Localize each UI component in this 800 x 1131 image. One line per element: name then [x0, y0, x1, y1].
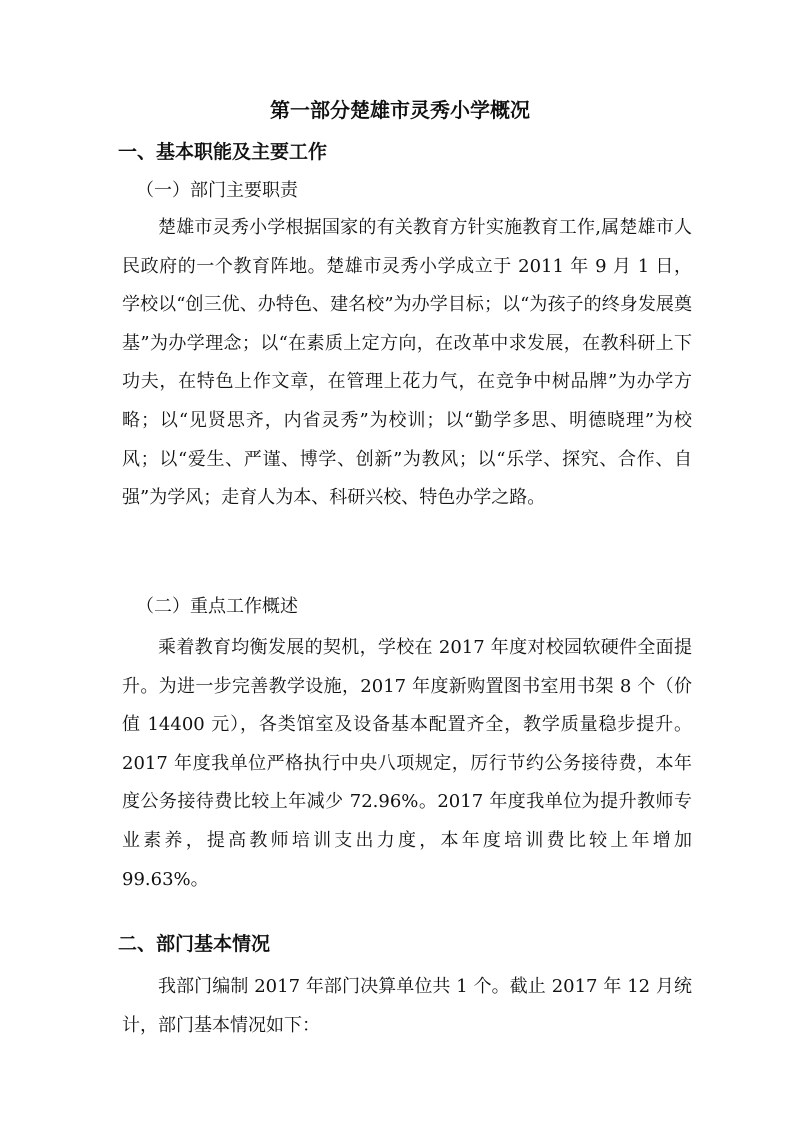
page-title: 第一部分楚雄市灵秀小学概况 — [270, 98, 530, 122]
subsection-heading-main-duties: （一）部门主要职责 — [136, 180, 298, 201]
paragraph-key-work: 乘着教育均衡发展的契机，学校在 2017 年度对校园软硬件全面提升。为进一步完善教学设施，2017 年度新购置图书室用书架 8 个（价值 14400 元），各类馆室及设备基本配置齐全，教学质量稳步提升。2017 年度我单位严格执行中央八项规定，厉行节约公务接待费，本年度公务接待费比较上年减少 72.96%。2017 年度我单位为提升教师专业素养，提高教师培训支出力度，本年度培训费比较上年增加 99.63%。 — [122, 637, 692, 890]
section-heading-basic-functions: 一、基本职能及主要工作 — [118, 141, 328, 163]
section-heading-dept-basics: 二、部门基本情况 — [118, 933, 271, 955]
paragraph-main-duties: 楚雄市灵秀小学根据国家的有关教育方针实施教育工作,属楚雄市人民政府的一个教育阵地。楚雄市灵秀小学成立于 2011 年 9 月 1 日，学校以“创三优、办特色、建名校”为办学目标；以“为孩子的终身发展奠基”为办学理念；以“在素质上定方向，在改革中求发展，在教科研上下功夫，在特色上作文章，在管理上花力气，在竞争中树品牌”为办学方略；以“见贤思齐，内省灵秀”为校训；以“勤学多思、明德晓理”为校风；以“爱生、严谨、博学、创新”为教风；以“乐学、探究、合作、自强”为学风；走育人为本、科研兴校、特色办学之路。 — [122, 217, 692, 509]
subsection-heading-key-work: （二）重点工作概述 — [136, 596, 298, 617]
paragraph-dept-basics: 我部门编制 2017 年部门决算单位共 1 个。截止 2017 年 12 月统计，部门基本情况如下： — [122, 976, 692, 1036]
